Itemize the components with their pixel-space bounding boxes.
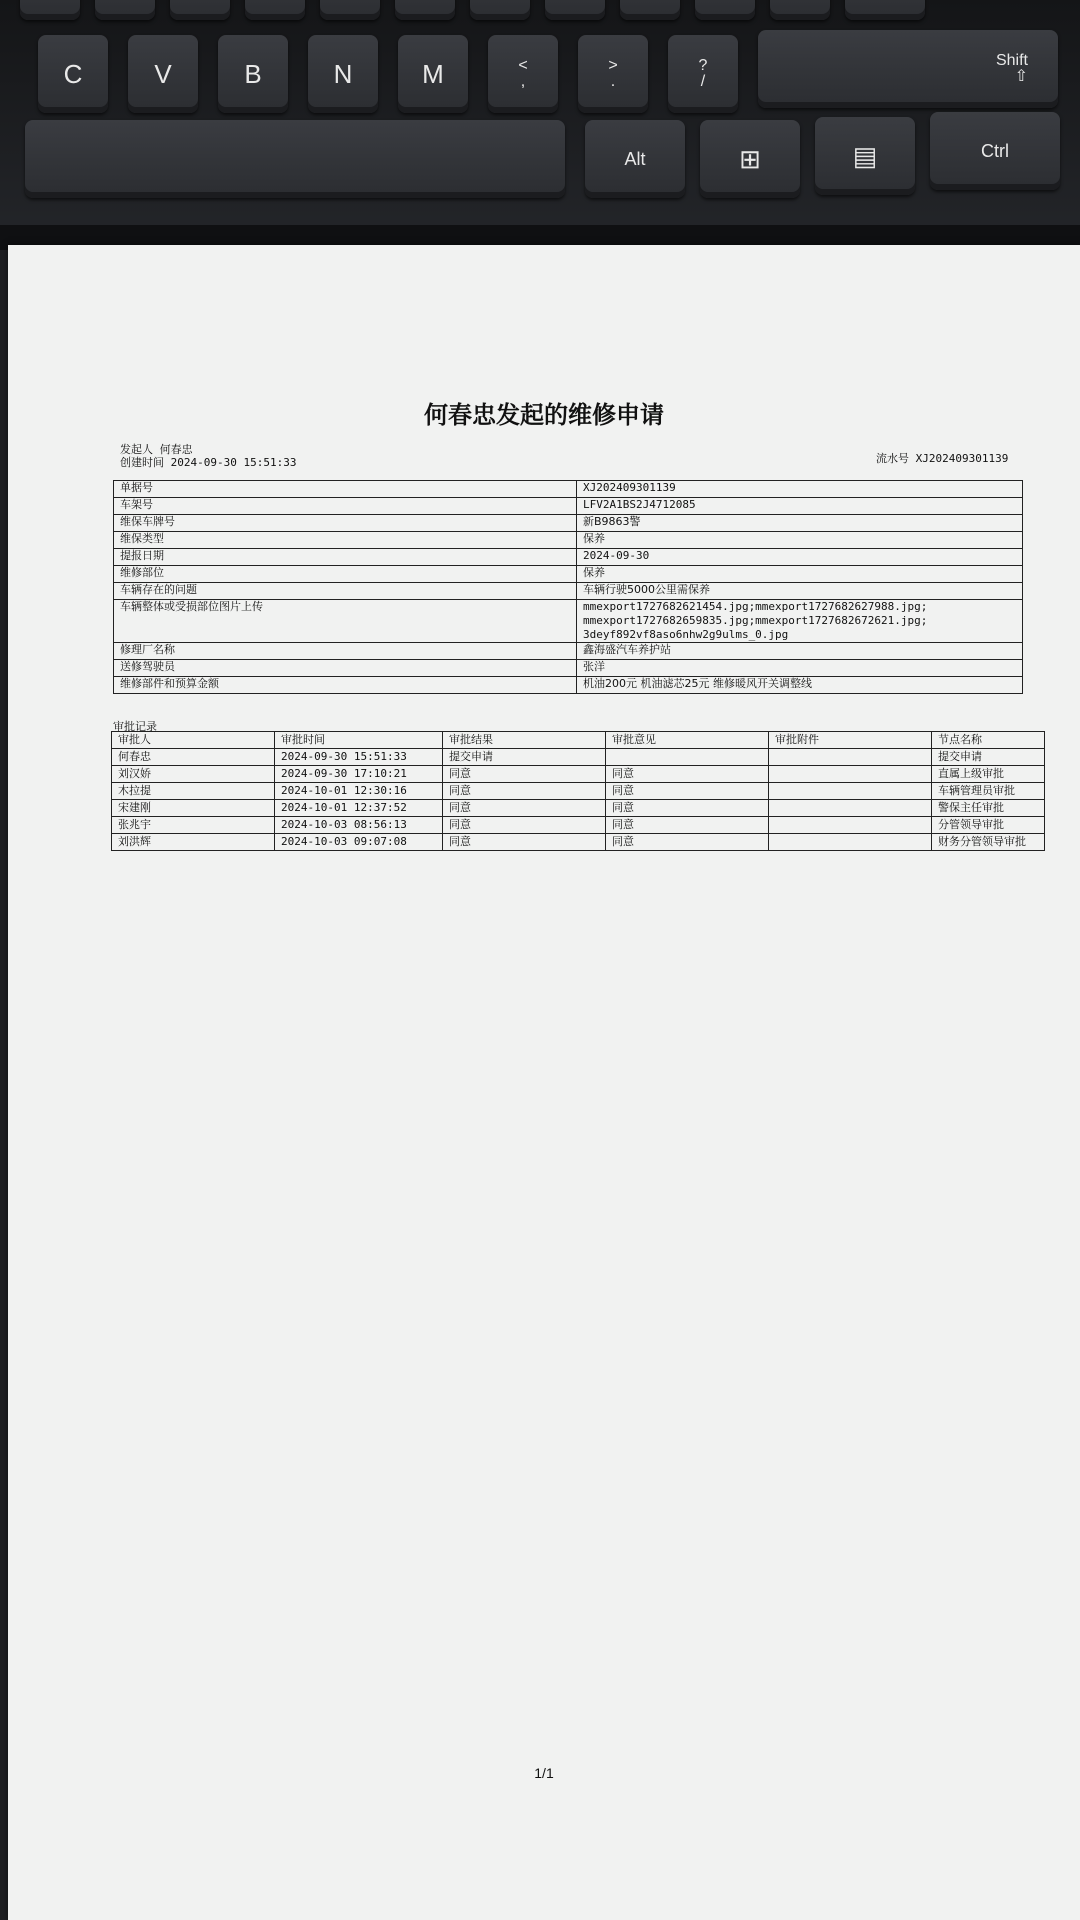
approval-cell: 宋建刚 [112,800,275,817]
approval-cell [769,766,932,783]
key-top-8 [545,0,605,20]
form-row [114,677,1023,694]
form-value: 鑫海盛汽车养护站 [577,643,1023,660]
key-period-top: > [608,57,618,74]
approval-cell: 2024-09-30 17:10:21 [275,766,443,783]
created-time: 2024-09-30 15:51:33 [170,456,297,469]
form-label: 修理厂名称 [114,643,577,660]
form-row [114,481,1023,498]
key-period [578,35,648,113]
form-row [114,566,1023,583]
form-label: 维修部位 [114,566,577,583]
approval-section-title: 审批记录 [113,720,157,733]
approval-cell [606,749,769,766]
request-form-table [113,480,1023,694]
form-row [114,515,1023,532]
approval-cell: 2024-09-30 15:51:33 [275,749,443,766]
approval-cell: 刘洪辉 [112,834,275,851]
approval-cell: 同意 [606,817,769,834]
approval-cell [769,800,932,817]
approval-cell: 直属上级审批 [932,766,1045,783]
key-v: V [128,35,198,113]
key-slash [668,35,738,113]
menu-icon: ▤ [815,117,915,195]
approval-cell: 2024-10-03 08:56:13 [275,817,443,834]
windows-icon: ⊞ [700,120,800,198]
approval-row [112,783,1045,800]
approval-cell: 同意 [606,766,769,783]
form-label: 维修部件和预算金额 [114,677,577,694]
approval-cell: 提交申请 [932,749,1045,766]
key-top-6 [395,0,455,20]
keyboard [0,0,1080,250]
key-shift-label: Shift [995,52,1028,69]
key-alt: Alt [585,120,685,198]
form-value: 机油200元 机油滤芯25元 维修暖风开关调整线 [577,677,1023,694]
approval-cell [769,749,932,766]
approval-table [111,731,1045,851]
key-space [25,120,565,198]
approval-cell: 分管领导审批 [932,817,1045,834]
approval-row [112,766,1045,783]
approval-cell: 车辆管理员审批 [932,783,1045,800]
approval-cell: 同意 [443,817,606,834]
approval-cell: 财务分管领导审批 [932,834,1045,851]
key-c: C [38,35,108,113]
form-label: 单据号 [114,481,577,498]
page-number: 1/1 [534,1765,554,1781]
key-period-bottom: . [610,73,616,90]
key-top-5 [320,0,380,20]
paper-document [8,245,1080,1920]
form-row [114,643,1023,660]
approval-cell: 2024-10-01 12:30:16 [275,783,443,800]
approval-cell: 何春忠 [112,749,275,766]
form-row [114,600,1023,643]
approval-header: 审批附件 [769,732,932,749]
form-row [114,660,1023,677]
key-top-4 [245,0,305,20]
key-top-12 [845,0,925,20]
approval-cell: 同意 [443,766,606,783]
approval-row [112,800,1045,817]
approval-cell: 刘汉娇 [112,766,275,783]
form-value: XJ202409301139 [577,481,1023,498]
form-label: 车辆存在的问题 [114,583,577,600]
key-n: N [308,35,378,113]
approval-header: 节点名称 [932,732,1045,749]
approval-row [112,834,1045,851]
key-comma [488,35,558,113]
form-label: 维保车牌号 [114,515,577,532]
form-row [114,498,1023,515]
approval-cell: 提交申请 [443,749,606,766]
key-slash-bottom: / [700,73,706,90]
approval-header: 审批时间 [275,732,443,749]
form-label: 送修驾驶员 [114,660,577,677]
approval-cell: 同意 [443,783,606,800]
key-b: B [218,35,288,113]
form-value: 2024-09-30 [577,549,1023,566]
approval-cell: 木拉提 [112,783,275,800]
key-top-7 [470,0,530,20]
key-top-1 [20,0,80,20]
form-row [114,583,1023,600]
initiator-label: 发起人 [120,443,153,456]
approval-row [112,749,1045,766]
key-top-3 [170,0,230,20]
serial-meta [876,452,1008,465]
serial-label: 流水号 [876,452,909,465]
form-value: 保养 [577,566,1023,583]
form-row [114,549,1023,566]
approval-cell: 同意 [443,800,606,817]
form-value: mmexport1727682621454.jpg;mmexport1727682627988.jpg; mmexport1727682659835.jpg;mmexport1727682672621.jpg; 3deyf892vf8aso6nhw2g9ulms_0.jpg [577,600,1023,643]
approval-header: 审批意见 [606,732,769,749]
key-top-11 [770,0,830,20]
approval-cell: 警保主任审批 [932,800,1045,817]
approval-cell: 同意 [606,834,769,851]
approval-cell [769,783,932,800]
approval-cell [769,817,932,834]
approval-row [112,817,1045,834]
form-value: 保养 [577,532,1023,549]
approval-header: 审批结果 [443,732,606,749]
form-label: 车辆整体或受损部位图片上传 [114,600,577,643]
key-comma-top: < [518,57,528,74]
serial-number: XJ202409301139 [915,452,1009,465]
approval-cell: 2024-10-01 12:37:52 [275,800,443,817]
form-value: LFV2A1BS2J4712085 [577,498,1023,515]
approval-header: 审批人 [112,732,275,749]
key-top-2 [95,0,155,20]
approval-cell: 张兆宇 [112,817,275,834]
form-label: 维保类型 [114,532,577,549]
approval-cell [769,834,932,851]
document-title: 何春忠发起的维修申请 [424,401,664,429]
initiator-name: 何春忠 [159,443,193,456]
key-m: M [398,35,468,113]
approval-cell: 同意 [606,800,769,817]
approval-cell: 同意 [443,834,606,851]
form-value: 车辆行驶5000公里需保养 [577,583,1023,600]
form-value: 张洋 [577,660,1023,677]
key-ctrl: Ctrl [930,112,1060,190]
key-top-9 [620,0,680,20]
approval-cell: 2024-10-03 09:07:08 [275,834,443,851]
shift-arrow-icon: ⇧ [1014,68,1028,85]
form-row [114,532,1023,549]
key-comma-bottom: , [520,73,526,90]
form-label: 提报日期 [114,549,577,566]
key-slash-top: ? [698,57,708,74]
approval-cell: 同意 [606,783,769,800]
created-label: 创建时间 [120,456,164,469]
form-value: 新B9863警 [577,515,1023,532]
form-label: 车架号 [114,498,577,515]
key-top-10 [695,0,755,20]
initiator-meta [120,443,296,469]
key-shift [758,30,1058,108]
